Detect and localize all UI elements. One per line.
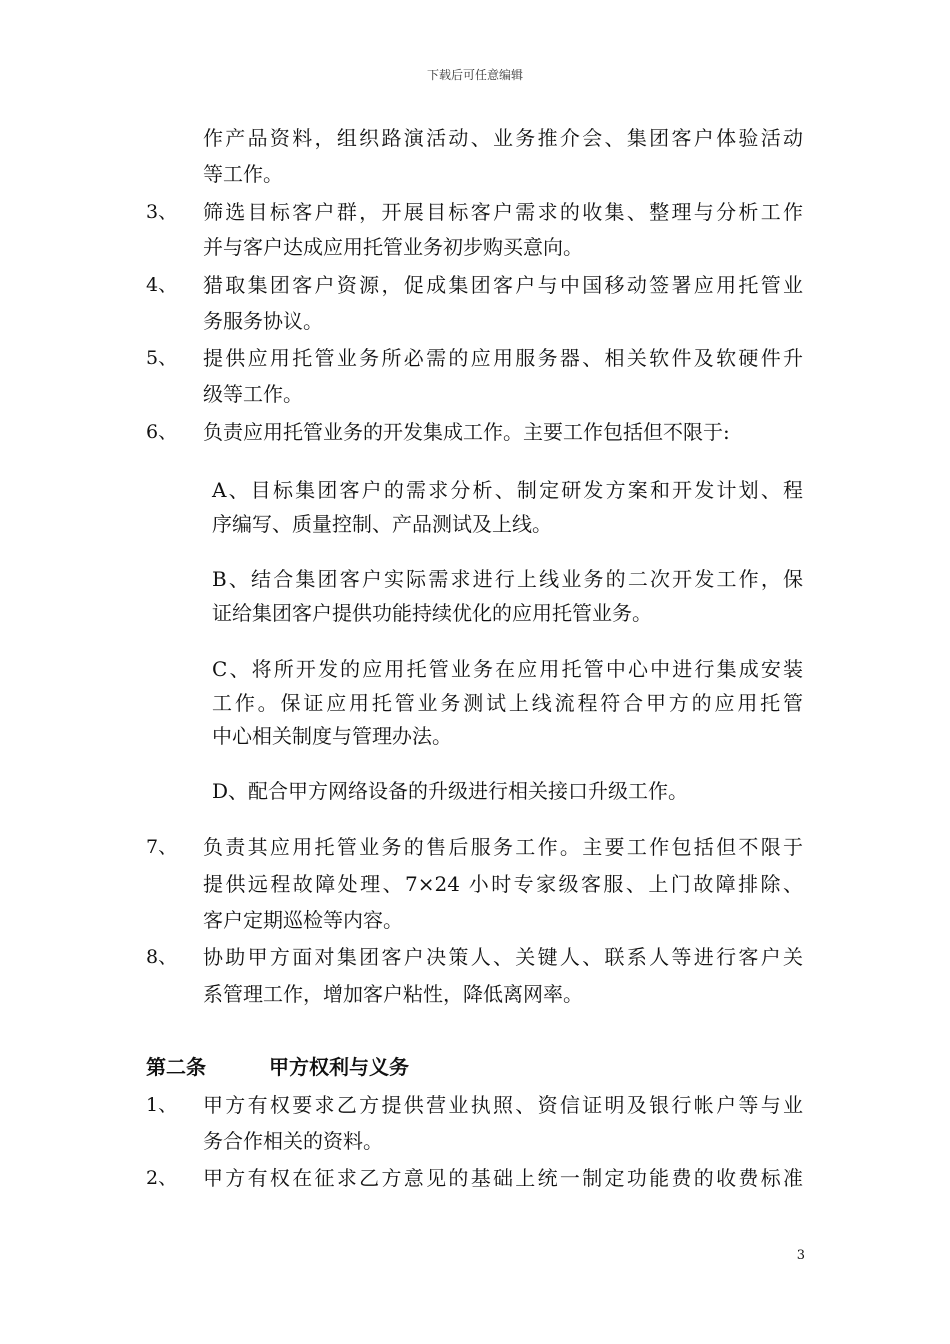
- item-2-line-1: 甲方有权在征求乙方意见的基础上统一制定功能费的收费标准: [203, 1166, 803, 1190]
- subitem-c-line-2: 工作。保证应用托管业务测试上线流程符合甲方的应用托管: [212, 691, 803, 715]
- item-3-line-2: 并与客户达成应用托管业务初步购买意向。: [203, 235, 583, 259]
- section-title: 甲方权利与义务: [269, 1055, 409, 1079]
- item-number: 2、: [146, 1167, 178, 1189]
- item-7-line-1: 负责其应用托管业务的售后服务工作。主要工作包括但不限于: [203, 835, 803, 859]
- item-4-line-2: 务服务协议。: [203, 309, 323, 333]
- item-number: 6、: [146, 421, 178, 443]
- item-1-line-1: 甲方有权要求乙方提供营业执照、资信证明及银行帐户等与业: [203, 1093, 803, 1117]
- subitem-a-line-2: 序编写、质量控制、产品测试及上线。: [212, 512, 552, 536]
- intro-line-2: 等工作。: [203, 162, 283, 186]
- item-5-line-2: 级等工作。: [203, 382, 303, 406]
- page-number: 3: [796, 1248, 805, 1263]
- item-7-line-2: 提供远程故障处理、7×24 小时专家级客服、上门故障排除、: [203, 872, 803, 896]
- subitem-b-line-2: 证给集团客户提供功能持续优化的应用托管业务。: [212, 601, 652, 625]
- item-8-line-1: 协助甲方面对集团客户决策人、关键人、联系人等进行客户关: [203, 945, 803, 969]
- item-8-line-2: 系管理工作，增加客户粘性，降低离网率。: [203, 982, 583, 1006]
- item-4-line-1: 猎取集团客户资源，促成集团客户与中国移动签署应用托管业: [203, 273, 803, 297]
- item-6-line-1: 负责应用托管业务的开发集成工作。主要工作包括但不限于:: [203, 420, 730, 444]
- item-number: 8、: [146, 946, 178, 968]
- subitem-b-line-1: B、结合集团客户实际需求进行上线业务的二次开发工作，保: [212, 567, 803, 591]
- subitem-d-line-1: D、配合甲方网络设备的升级进行相关接口升级工作。: [212, 779, 689, 803]
- intro-line-1: 作产品资料，组织路演活动、业务推介会、集团客户体验活动: [203, 126, 803, 150]
- item-number: 5、: [146, 347, 178, 369]
- page-header: 下载后可任意编辑: [426, 68, 523, 82]
- item-1-line-2: 务合作相关的资料。: [203, 1129, 383, 1153]
- item-7-line-3: 客户定期巡检等内容。: [203, 908, 403, 932]
- item-number: 3、: [146, 201, 178, 223]
- item-5-line-1: 提供应用托管业务所必需的应用服务器、相关软件及软硬件升: [203, 346, 803, 370]
- subitem-c-line-1: C、将所开发的应用托管业务在应用托管中心中进行集成安装: [212, 657, 803, 681]
- item-3-line-1: 筛选目标客户群，开展目标客户需求的收集、整理与分析工作: [203, 200, 803, 224]
- section-label: 第二条: [146, 1055, 206, 1079]
- item-number: 1、: [146, 1094, 178, 1116]
- item-number: 7、: [146, 836, 178, 858]
- subitem-c-line-3: 中心相关制度与管理办法。: [212, 724, 452, 748]
- item-number: 4、: [146, 274, 178, 296]
- subitem-a-line-1: A、目标集团客户的需求分析、制定研发方案和开发计划、程: [212, 478, 803, 502]
